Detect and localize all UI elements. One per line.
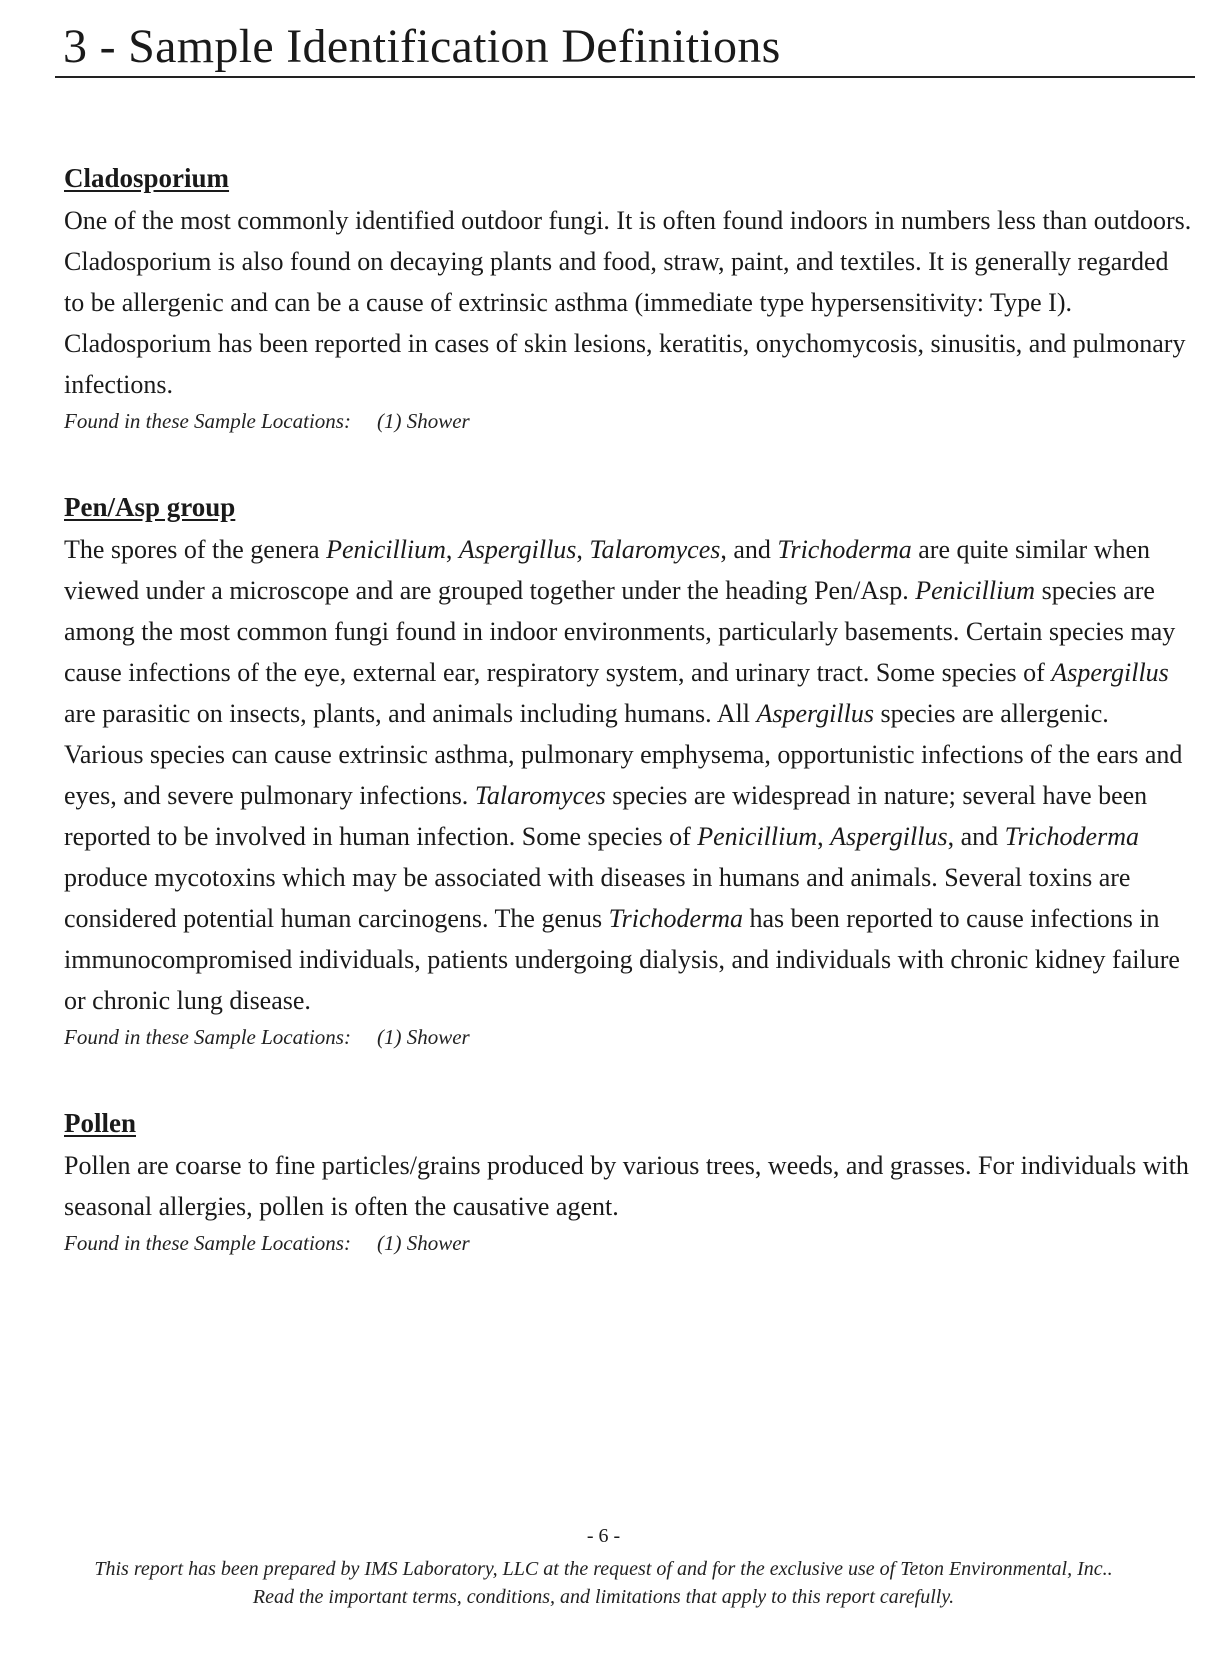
genus-name: Talaromyces	[589, 535, 721, 564]
definition-section-pen-asp-group	[64, 489, 1194, 1053]
report-footer	[0, 1555, 1207, 1611]
paragraph-text: , and	[947, 822, 1005, 851]
paragraph-text: produce mycotoxins which may be associated with diseases in humans and animals. Several toxins are considered potential human carcinogens. The genus	[64, 863, 1131, 933]
sample-location-value: (1) Shower	[376, 1025, 470, 1049]
paragraph-text: species are widespread in nature; several have been reported to be involved in human infection. Some species of	[64, 781, 1148, 851]
sample-locations-line	[64, 1227, 1194, 1259]
definition-paragraph	[64, 1145, 1194, 1227]
genus-name: Penicillium	[326, 535, 446, 564]
paragraph-text: ,	[576, 535, 590, 564]
definition-heading: Pen/Asp group	[64, 492, 236, 522]
genus-name: Trichoderma	[1004, 822, 1139, 851]
genus-name: Trichoderma	[777, 535, 912, 564]
sample-locations-label: Found in these Sample Locations:	[64, 1025, 351, 1049]
page-number: - 6 -	[586, 1525, 621, 1547]
genus-name: Penicillium	[915, 576, 1036, 605]
genus-name: Trichoderma	[608, 904, 743, 933]
paragraph-text: are parasitic on insects, plants, and animals including humans. All	[64, 699, 757, 728]
genus-name: Penicillium	[697, 822, 818, 851]
paragraph-text: ,	[445, 535, 459, 564]
definition-heading: Cladosporium	[64, 163, 230, 193]
paragraph-text: species are allergenic. Various species can cause extrinsic asthma, pulmonary emphysema, opportunistic infections of the ears and eyes, and severe pulmonary infections.	[64, 699, 1183, 810]
genus-name: Aspergillus	[458, 535, 577, 564]
paragraph-text: are quite similar when viewed under a microscope and are grouped together under the heading Pen/Asp.	[64, 535, 1151, 605]
sample-locations-label: Found in these Sample Locations:	[64, 1231, 351, 1255]
paragraph-text: has been reported to cause infections in immunocompromised individuals, patients undergoing dialysis, and individuals with chronic kidney failure or chronic lung disease.	[64, 904, 1180, 1015]
definition-heading: Pollen	[64, 1108, 136, 1138]
paragraph-text: , and	[720, 535, 778, 564]
sample-locations-line	[64, 1021, 1194, 1053]
sample-location-value: (1) Shower	[376, 409, 470, 433]
genus-name: Aspergillus	[756, 699, 874, 728]
paragraph-text: species are among the most common fungi found in indoor environments, particularly basements. Certain species may cause infections of the eye, external ear, respiratory system, and urinary tract. Some species of	[64, 576, 1176, 687]
sample-locations-label: Found in these Sample Locations:	[64, 409, 351, 433]
footer-disclaimer-line2: Read the important terms, conditions, and limitations that apply to this report carefully.	[252, 1586, 955, 1608]
page-header	[55, 18, 1195, 78]
page-title: 3 - Sample Identification Definitions	[63, 20, 781, 73]
definition-section-pollen	[64, 1105, 1194, 1259]
definitions-content	[64, 160, 1194, 1259]
paragraph-text: The spores of the genera	[64, 535, 327, 564]
genus-name: Aspergillus	[1051, 658, 1169, 687]
genus-name: Aspergillus	[830, 822, 948, 851]
definition-paragraph	[64, 200, 1194, 405]
sample-locations-line	[64, 405, 1194, 437]
genus-name: Talaromyces	[474, 781, 606, 810]
footer-disclaimer-line1: This report has been prepared by IMS Laboratory, LLC at the request of and for the exclusive use of Teton Environmental, Inc..	[94, 1558, 1113, 1580]
definition-section-cladosporium	[64, 160, 1194, 437]
paragraph-text: One of the most commonly identified outdoor fungi. It is often found indoors in numbers less than outdoors. Cladosporium is also found on decaying plants and food, straw, paint, and textiles. It is generally regarded to be allergenic and can be a cause of extrinsic asthma (immediate type hypersensitivity: Type I). Cladosporium has been reported in cases of skin lesions, keratitis, onychomycosis, sinusitis, and pulmonary infections.	[64, 206, 1192, 399]
definition-paragraph	[64, 529, 1194, 1021]
sample-location-value: (1) Shower	[376, 1231, 470, 1255]
paragraph-text: ,	[817, 822, 831, 851]
paragraph-text: Pollen are coarse to fine particles/grains produced by various trees, weeds, and grasses. For individuals with seasonal allergies, pollen is often the causative agent.	[64, 1151, 1189, 1221]
